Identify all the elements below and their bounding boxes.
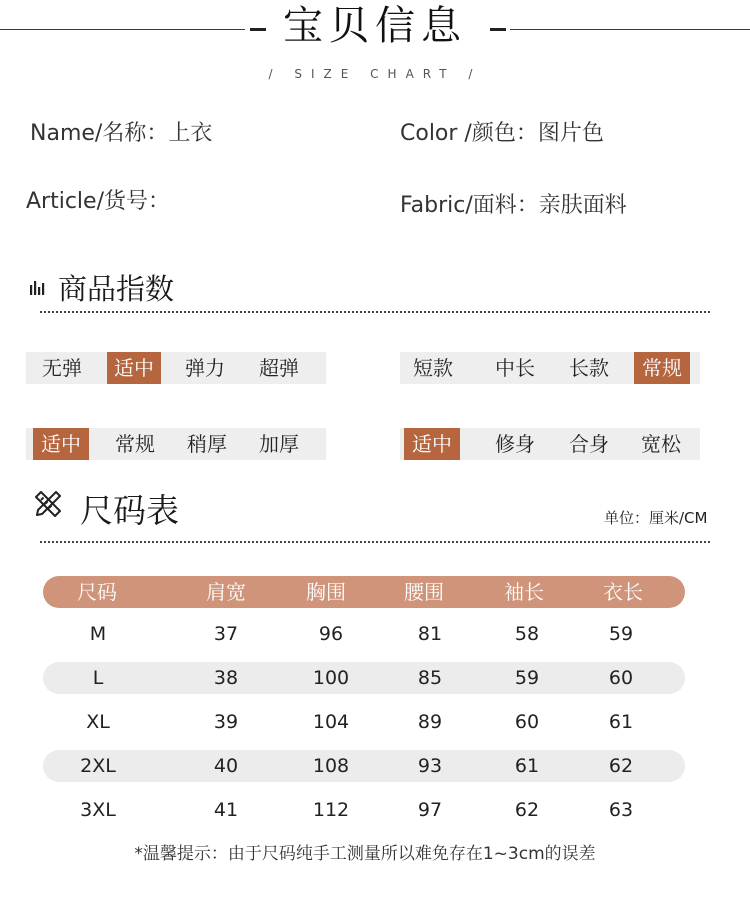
table-cell: 108 (312, 755, 350, 777)
index-option: 稍厚 (187, 432, 227, 456)
elasticity-index (26, 352, 326, 384)
index-option: 长款 (569, 356, 609, 380)
table-cell: 60 (514, 711, 540, 733)
table-cell: 40 (213, 755, 239, 777)
table-row (43, 750, 685, 782)
header-line-right (510, 29, 750, 30)
info-article: Article/货号： (26, 189, 170, 214)
table-cell: 59 (608, 623, 634, 645)
table-cell: 62 (514, 799, 540, 821)
column-header: 袖长 (504, 580, 544, 604)
table-cell: 2XL (80, 755, 116, 777)
length-index (400, 352, 700, 384)
table-cell: 39 (213, 711, 239, 733)
ruler-pencil-icon (32, 488, 64, 520)
table-cell: 58 (514, 623, 540, 645)
table-cell: M (89, 623, 107, 645)
index-option: 无弹 (42, 356, 82, 380)
column-header: 衣长 (603, 580, 643, 604)
table-row (43, 794, 685, 826)
table-cell: 59 (514, 667, 540, 689)
index-option-selected: 常规 (634, 352, 690, 384)
table-row (43, 618, 685, 650)
fit-index (400, 428, 700, 460)
index-section-title: 商品指数 (58, 272, 175, 306)
measurement-note: *温馨提示：由于尺码纯手工测量所以难免存在1~3cm的误差 (134, 844, 596, 864)
table-cell: 61 (514, 755, 540, 777)
index-option-selected: 适中 (33, 428, 89, 460)
table-cell: 81 (417, 623, 443, 645)
table-cell: 3XL (80, 799, 116, 821)
index-option: 合身 (569, 432, 609, 456)
table-cell: 96 (318, 623, 344, 645)
size-section-title: 尺码表 (80, 491, 179, 530)
index-divider (40, 311, 710, 313)
info-name: Name/名称：上衣 (30, 121, 213, 146)
table-cell: 85 (417, 667, 443, 689)
index-option-selected: 适中 (404, 428, 460, 460)
index-option-selected: 适中 (107, 352, 161, 384)
table-cell: 93 (417, 755, 443, 777)
header-dash-right (490, 28, 506, 31)
table-cell: 61 (608, 711, 634, 733)
table-cell: 104 (312, 711, 350, 733)
table-cell: 62 (608, 755, 634, 777)
info-color: Color /颜色：图片色 (400, 121, 604, 146)
index-option: 修身 (495, 432, 535, 456)
column-header: 尺码 (77, 580, 117, 604)
column-header: 腰围 (404, 580, 444, 604)
table-cell: 89 (417, 711, 443, 733)
table-cell: 38 (213, 667, 239, 689)
table-header-row (43, 576, 685, 608)
table-cell: 60 (608, 667, 634, 689)
info-fabric: Fabric/面料：亲肤面料 (400, 193, 627, 218)
size-divider (40, 541, 710, 543)
index-option: 短款 (413, 356, 453, 380)
table-cell: 100 (312, 667, 350, 689)
table-row (43, 706, 685, 738)
index-option: 加厚 (259, 432, 299, 456)
table-cell: 37 (213, 623, 239, 645)
table-cell: 97 (417, 799, 443, 821)
thickness-index (26, 428, 326, 460)
table-row (43, 662, 685, 694)
unit-label: 单位：厘米/CM (604, 509, 708, 527)
column-header: 胸围 (306, 580, 346, 604)
table-cell: 63 (608, 799, 634, 821)
page-subtitle: / SIZE CHART / (268, 67, 482, 81)
bar-chart-icon (29, 278, 47, 296)
table-cell: 41 (213, 799, 239, 821)
table-cell: XL (86, 711, 110, 733)
column-header: 肩宽 (206, 580, 246, 604)
table-cell: L (92, 667, 104, 689)
index-option: 超弹 (259, 356, 299, 380)
index-option: 宽松 (641, 432, 681, 456)
table-cell: 112 (312, 799, 350, 821)
index-option: 中长 (495, 356, 535, 380)
index-option: 弹力 (185, 356, 225, 380)
page-title: 宝贝信息 (283, 3, 467, 49)
index-option: 常规 (115, 432, 155, 456)
